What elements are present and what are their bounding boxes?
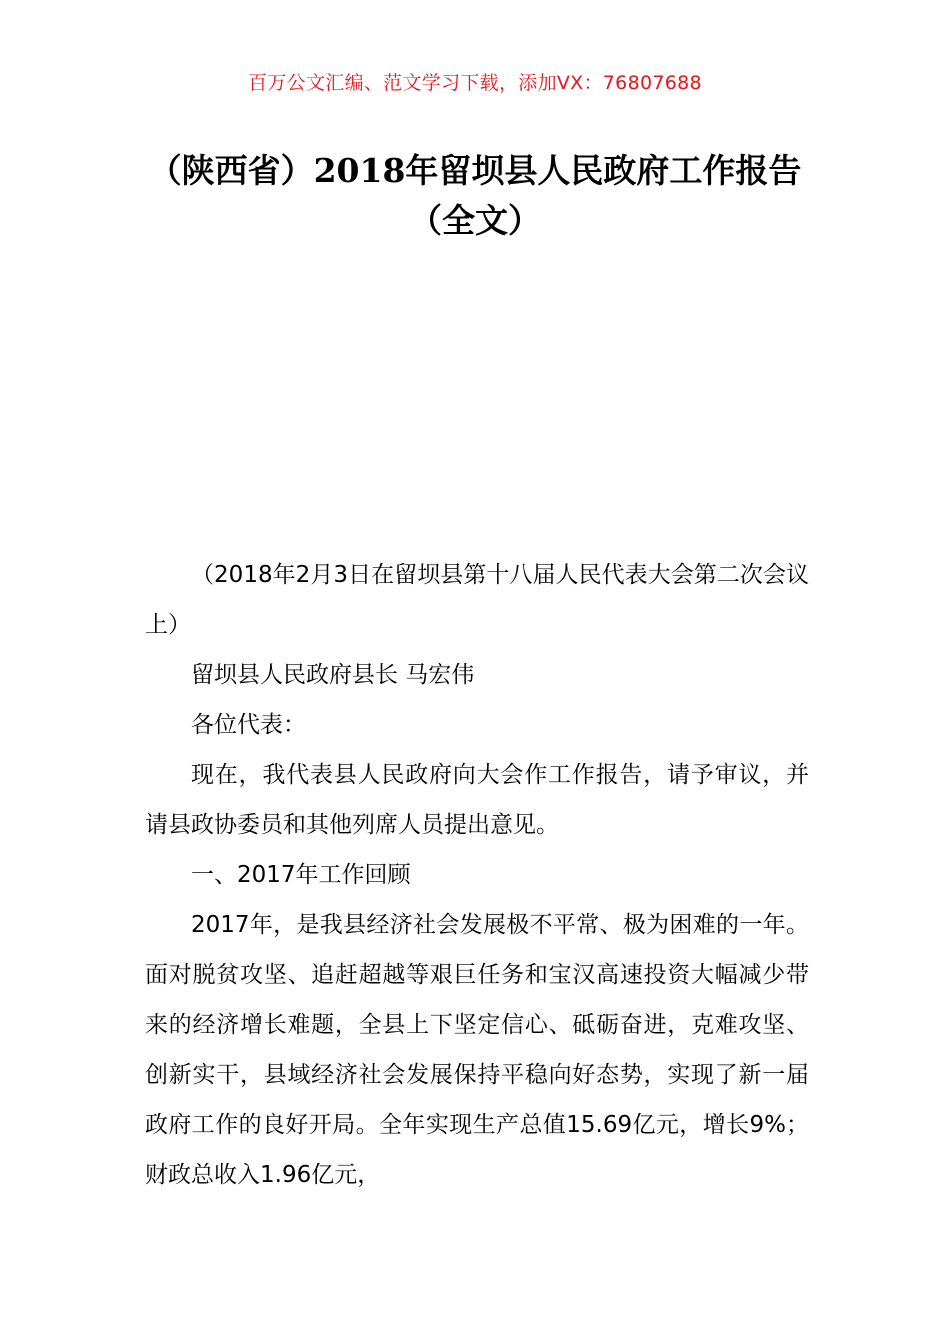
session-note-paragraph: （2018年2月3日在留坝县第十八届人民代表大会第二次会议上） — [145, 562, 809, 638]
header-promo-note: 百万公文汇编、范文学习下载，添加VX：76807688 — [248, 72, 702, 94]
speaker-line: 留坝县人民政府县长 马宏伟 — [191, 662, 475, 688]
document-body — [145, 550, 809, 1200]
section-heading: 一、2017年工作回顾 — [191, 862, 411, 888]
intro-paragraph: 现在，我代表县人民政府向大会作工作报告，请予审议，并请县政协委员和其他列席人员提出意见。 — [145, 762, 809, 838]
salutation: 各位代表： — [191, 712, 306, 738]
review-paragraph: 2017年，是我县经济社会发展极不平常、极为困难的一年。面对脱贫攻坚、追赶超越等艰巨任务和宝汉高速投资大幅减少带来的经济增长难题，全县上下坚定信心、砥砺奋进，克难攻坚、创新实干，县域经济社会发展保持平稳向好态势，实现了新一届政府工作的良好开局。全年实现生产总值15.69亿元，增长9%；财政总收入1.96亿元， — [145, 912, 809, 1188]
document-title: （陕西省）2018年留坝县人民政府工作报告（全文） — [148, 151, 802, 240]
